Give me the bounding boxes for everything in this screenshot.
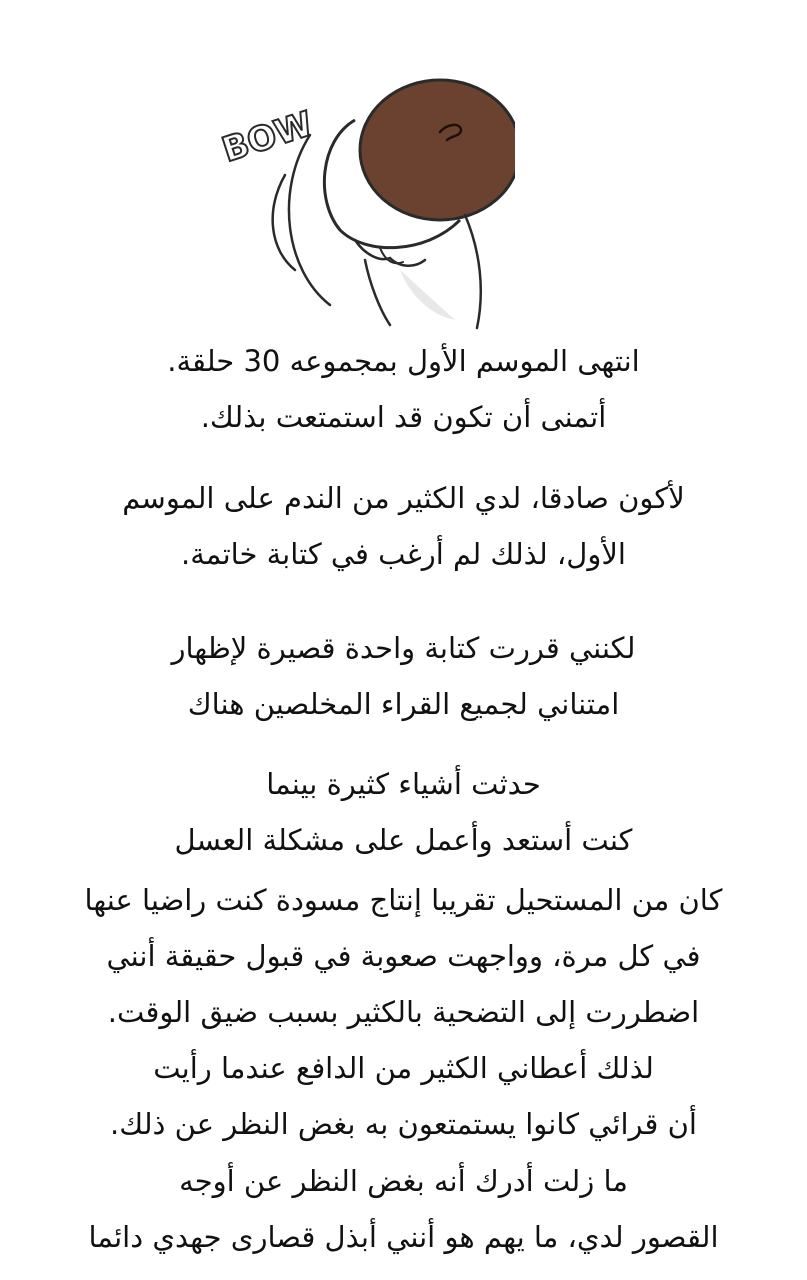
body-right [465, 215, 481, 328]
text-line: أتمنى أن تكون قد استمتعت بذلك. [200, 400, 607, 434]
body-left [365, 260, 390, 325]
body-shading [400, 270, 455, 320]
text-line: أن قرائي كانوا يستمتعون به بغض النظر عن ذلك. [110, 1107, 697, 1141]
text-line: لأكون صادقا، لدي الكثير من الندم على الموسم [122, 481, 685, 515]
text-line: لكنني قررت كتابة واحدة قصيرة لإظهار [171, 631, 636, 665]
text-line: الأول، لذلك لم أرغب في كتابة خاتمة. [181, 537, 626, 571]
text-line: في كل مرة، وواجهت صعوبة في قبول حقيقة أنني [106, 939, 701, 973]
paragraph-4 [0, 756, 807, 868]
hair [360, 80, 515, 220]
text-line: حدثت أشياء كثيرة بينما [266, 767, 541, 801]
text-line: انتهى الموسم الأول بمجموعه 30 حلقة. [167, 344, 640, 378]
bowing-character-illustration [215, 70, 515, 340]
text-line: اضطررت إلى التضحية بالكثير بسبب ضيق الوقت. [107, 995, 700, 1029]
text-line: كنت أستعد وأعمل على مشكلة العسل [174, 823, 633, 857]
bow-sfx-text: BOW [217, 103, 318, 171]
paragraph-2 [0, 470, 807, 582]
text-line: ما زلت أدرك أنه بغض النظر عن أوجه [179, 1164, 628, 1198]
text-line: كان من المستحيل تقريبا إنتاج مسودة كنت راضيا عنها [84, 883, 723, 917]
text-line: امتناني لجميع القراء المخلصين هناك [187, 687, 620, 721]
paragraph-3 [0, 620, 807, 732]
paragraph-5 [0, 872, 807, 1152]
text-line: القصور لدي، ما يهم هو أنني أبذل قصارى جهدي دائما [88, 1220, 719, 1254]
motion-arc-inner [289, 135, 330, 305]
bowing-character-drawing [215, 70, 515, 340]
text-line: لذلك أعطاني الكثير من الدافع عندما رأيت [153, 1051, 654, 1085]
paragraph-6 [0, 1153, 807, 1265]
paragraph-1 [0, 333, 807, 445]
